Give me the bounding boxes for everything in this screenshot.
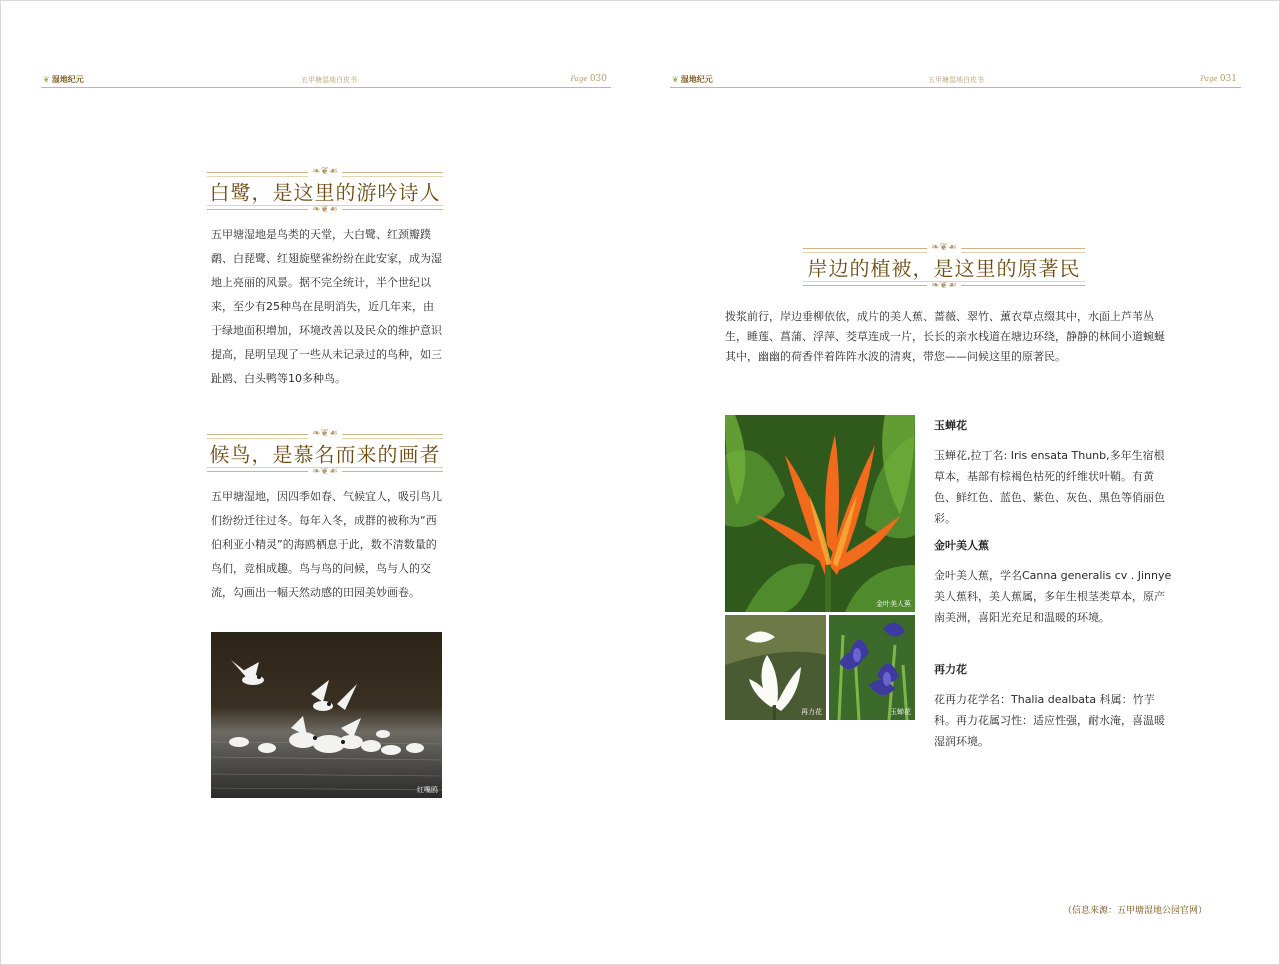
photo-caption: 金叶美人蕉 bbox=[876, 600, 911, 608]
canna-photo bbox=[725, 415, 915, 612]
ornament-icon: ❧❦☙ bbox=[308, 167, 342, 177]
photo-caption: 玉蝉花 bbox=[890, 708, 911, 716]
iris-photo bbox=[829, 615, 915, 720]
source-note: （信息来源：五甲塘湿地公园官网） bbox=[1062, 906, 1207, 916]
ornament-icon: ❧❦☙ bbox=[927, 281, 961, 291]
ornament-icon: ❧❦☙ bbox=[308, 205, 342, 215]
photo-caption: 再力花 bbox=[801, 708, 822, 716]
header-title: 五甲塘湿地白皮书 bbox=[928, 76, 984, 84]
paragraph-vegetation: 拨浆前行，岸边垂柳依依，成片的美人蕉、蔷薇、翠竹、薰衣草点缀其中，水面上芦苇丛生，睡莲、菖蒲、浮萍、茭草连成一片，长长的亲水栈道在塘边环绕，静静的林间小道蜿蜒其中，幽幽的荷香伴着阵阵水波的清爽，带您——问候这里的原著民。 bbox=[725, 310, 1165, 363]
paragraph-migratory-birds: 五甲塘湿地，因四季如春、气候宜人，吸引鸟儿们纷纷迁往过冬。每年入冬，成群的被称为“西伯利亚小精灵”的海鸥栖息于此，数不清数量的鸟们，竞相成趣。鸟与鸟的问候，鸟与人的交流，勾画出一幅天然动感的田园美妙画卷。 bbox=[211, 490, 442, 599]
sprig-icon: ❦ bbox=[672, 75, 679, 84]
section-title-egret: ❧❦☙ 白鹭，是这里的游吟诗人 ❧❦☙ bbox=[207, 172, 443, 210]
plant-description: 金叶美人蕉，学名Canna generalis cv . Jinnye 美人蕉科，美人蕉属，多年生根茎类草本，原产南美洲，喜阳光充足和温暖的环境。 bbox=[934, 569, 1172, 624]
plant-name: 玉蝉花 bbox=[934, 419, 967, 432]
running-header-left bbox=[41, 73, 611, 88]
header-page-number: Page 031 bbox=[1200, 74, 1237, 84]
plant-description: 玉蝉花,拉丁名: Iris ensata Thunb,多年生宿根草本，基部有棕褐色枯死的纤维状叶鞘。有黄色、鲜红色、蓝色、紫色、灰色、黑色等俏丽色彩。 bbox=[934, 449, 1165, 525]
plant-name: 金叶美人蕉 bbox=[934, 539, 989, 552]
ornament-icon: ❧❦☙ bbox=[308, 467, 342, 477]
plant-entry-iris bbox=[934, 417, 1174, 529]
header-page-number: Page 030 bbox=[570, 74, 607, 84]
header-title: 五甲塘湿地白皮书 bbox=[301, 76, 357, 84]
header-brand: ❦ 湿地纪元 bbox=[672, 75, 713, 84]
sprig-icon: ❦ bbox=[43, 75, 50, 84]
left-page bbox=[1, 1, 641, 964]
thalia-photo bbox=[725, 615, 826, 720]
section-title-vegetation: ❧❦☙ 岸边的植被，是这里的原著民 ❧❦☙ bbox=[803, 248, 1085, 286]
section-title-migratory-birds: ❧❦☙ 候鸟，是慕名而来的画者 ❧❦☙ bbox=[207, 434, 443, 472]
ornament-icon: ❧❦☙ bbox=[308, 429, 342, 439]
photo-caption: 红嘴鸥 bbox=[417, 786, 438, 794]
running-header-right bbox=[670, 73, 1241, 88]
plant-description: 花再力花学名：Thalia dealbata 科属：竹芋科。再力花属习性：适应性强，耐水淹，喜温暖湿润环境。 bbox=[934, 693, 1165, 748]
ornament-icon: ❧❦☙ bbox=[927, 243, 961, 253]
paragraph-egret: 五甲塘湿地是鸟类的天堂，大白鹭、红颈瓣蹼鹬、白琵鹭、红翅旋壁雀纷纷在此安家，成为湿地上亮丽的风景。据不完全统计，半个世纪以来，至少有25种鸟在昆明消失，近几年来，由于绿地面积增加，环境改善以及民众的维护意识提高，昆明呈现了一些从未记录过的鸟种，如三趾鸥、白头鸭等10多种鸟。 bbox=[211, 228, 442, 385]
plant-entry-thalia bbox=[934, 661, 1174, 752]
header-brand: ❦ 湿地纪元 bbox=[43, 75, 84, 84]
plant-entry-canna bbox=[934, 537, 1174, 628]
plant-name: 再力花 bbox=[934, 663, 967, 676]
gulls-photo bbox=[211, 632, 442, 798]
